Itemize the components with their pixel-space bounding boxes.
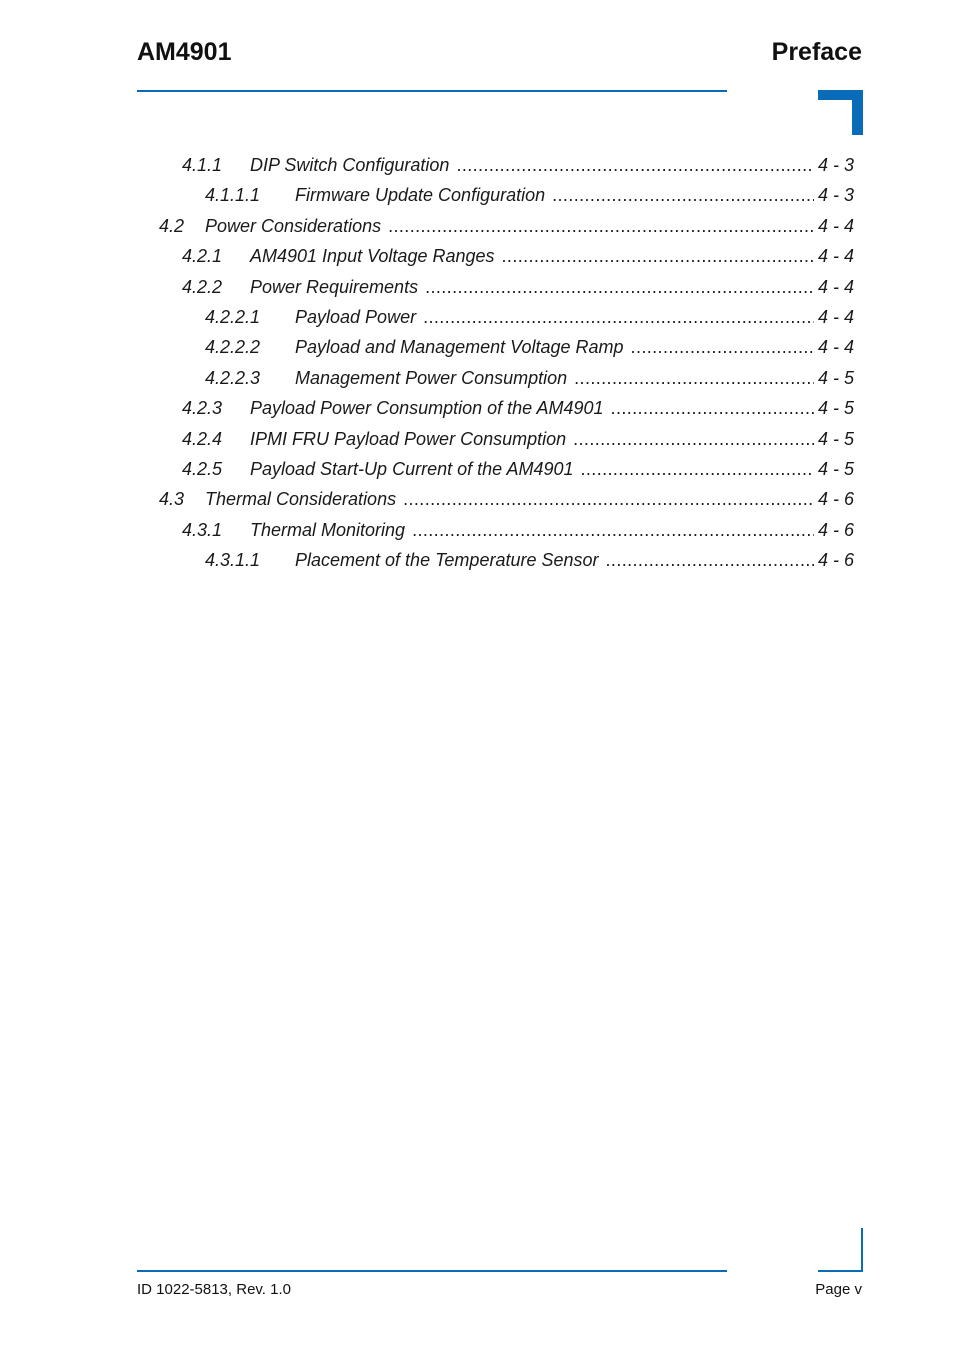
toc-entry-title: Payload Power — [295, 307, 417, 327]
toc-entry-title: Firmware Update Configuration — [295, 185, 546, 206]
toc-entry-title: Thermal Considerations — [205, 489, 397, 510]
toc-entry-page: 4 - 4 — [817, 215, 854, 236]
toc-dot-leader — [502, 241, 814, 271]
toc-entry[interactable] — [182, 424, 854, 454]
header-rule — [137, 90, 727, 92]
toc-entry-page: 4 - 4 — [817, 337, 854, 358]
toc-entry[interactable] — [182, 454, 854, 484]
toc-dot-leader — [425, 272, 814, 302]
toc-entry-number: 4.3 — [159, 489, 185, 510]
toc-dot-leader — [573, 424, 814, 454]
toc-entry[interactable] — [182, 515, 854, 545]
toc-entry-number: 4.1.1.1 — [205, 185, 261, 206]
toc-entry-title: Thermal Monitoring — [250, 519, 406, 540]
corner-mark-top — [818, 90, 863, 135]
page-number: Page v — [815, 1281, 862, 1298]
toc-dot-leader — [403, 484, 814, 514]
toc-entry[interactable] — [205, 363, 854, 393]
toc-dot-leader — [423, 302, 814, 332]
corner-mark-bottom — [818, 1228, 863, 1272]
toc-entry[interactable] — [159, 484, 854, 514]
toc-entry-number: 4.2.2 — [182, 276, 223, 297]
toc-entry-page: 4 - 3 — [817, 185, 854, 206]
toc-dot-leader — [606, 545, 814, 575]
toc-entry[interactable] — [205, 332, 854, 362]
toc-entry-title: Management Power Consumption — [295, 367, 568, 388]
toc-dot-leader — [456, 150, 814, 180]
corner-mark-top-vertical — [852, 90, 863, 135]
toc-entry-number: 4.2.4 — [182, 428, 223, 449]
toc-entry-page: 4 - 6 — [817, 519, 854, 540]
toc-entry-page: 4 - 5 — [817, 367, 854, 388]
toc-entry[interactable] — [205, 302, 854, 332]
toc-dot-leader — [631, 332, 814, 362]
toc-entry-page: 4 - 5 — [817, 398, 854, 419]
toc-entry-title: Payload and Management Voltage Ramp — [295, 337, 624, 358]
toc-entry-title: AM4901 Input Voltage Ranges — [250, 246, 495, 267]
toc-entry-title: Power Considerations — [205, 215, 382, 236]
toc-dot-leader — [581, 454, 814, 484]
toc-entry-number: 4.2.2.2 — [205, 337, 261, 358]
document-title: AM4901 — [137, 38, 232, 66]
corner-mark-bottom-vertical — [861, 1228, 863, 1272]
toc-entry-number: 4.3.1 — [182, 519, 223, 540]
toc-entry-page: 4 - 6 — [817, 489, 854, 510]
toc-entry-number: 4.2.2.1 — [205, 307, 261, 327]
toc-entry[interactable] — [159, 211, 854, 241]
toc-entry-page: 4 - 3 — [817, 155, 854, 175]
toc-dot-leader — [388, 211, 814, 241]
toc-dot-leader — [611, 393, 814, 423]
toc-entry[interactable] — [182, 150, 854, 180]
toc-entry-number: 4.2.2.3 — [205, 367, 261, 388]
toc-entry-number: 4.2.3 — [182, 398, 223, 419]
toc-entry-page: 4 - 5 — [817, 428, 854, 449]
toc-dot-leader — [552, 180, 814, 210]
toc-entry-title: Power Requirements — [250, 276, 419, 297]
toc-dot-leader — [412, 515, 814, 545]
toc-entry-title: Placement of the Temperature Sensor — [295, 550, 599, 571]
corner-mark-bottom-horizontal — [818, 1270, 863, 1272]
toc-entry-page: 4 - 4 — [817, 307, 854, 327]
toc-entry[interactable] — [182, 393, 854, 423]
document-id: ID 1022-5813, Rev. 1.0 — [137, 1281, 291, 1298]
toc-entry-page: 4 - 5 — [817, 459, 854, 479]
toc-entry-title: Payload Start-Up Current of the AM4901 — [250, 459, 574, 479]
toc-entry[interactable] — [182, 272, 854, 302]
toc-entry-page: 4 - 6 — [817, 550, 854, 571]
toc-entry-title: Payload Power Consumption of the AM4901 — [250, 398, 604, 419]
toc-entry[interactable] — [205, 545, 854, 575]
toc-dot-leader — [574, 363, 814, 393]
toc-entry-number: 4.2.5 — [182, 459, 223, 479]
toc-entry-title: DIP Switch Configuration — [250, 155, 450, 175]
toc-entry[interactable] — [205, 180, 854, 210]
toc-entry-page: 4 - 4 — [817, 276, 854, 297]
section-title: Preface — [771, 38, 862, 66]
toc-entry-number: 4.3.1.1 — [205, 550, 261, 571]
footer-rule — [137, 1270, 727, 1272]
toc-entry-number: 4.2 — [159, 215, 185, 236]
toc-entry-number: 4.2.1 — [182, 246, 223, 267]
toc-entry-title: IPMI FRU Payload Power Consumption — [250, 428, 567, 449]
toc-entry-page: 4 - 4 — [817, 246, 854, 267]
toc-entry[interactable] — [182, 241, 854, 271]
toc-entry-number: 4.1.1 — [182, 155, 223, 175]
